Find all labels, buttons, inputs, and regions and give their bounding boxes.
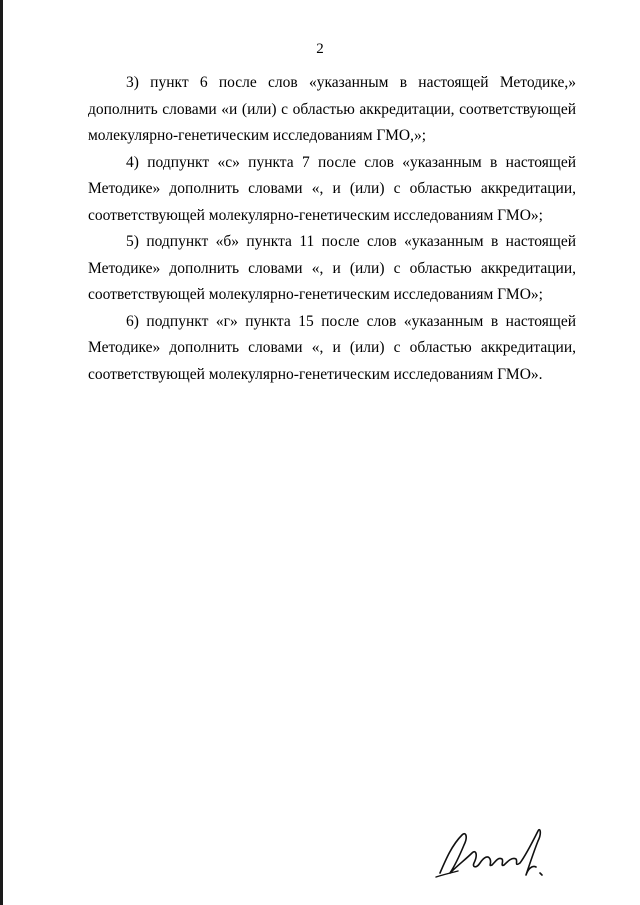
paragraph-item-6: 6) подпункт «г» пункта 15 после слов «указанным в настоящей Методике» дополнить словами «, и (или) с областью аккредитации, соответствующей молекулярно-генетическим исследованиям ГМО». xyxy=(88,312,576,383)
page-number: 2 xyxy=(316,41,324,57)
document-body xyxy=(88,70,576,388)
paragraph-item-5: 5) подпункт «б» пункта 11 после слов «указанным в настоящей Методике» дополнить словами «, и (или) с областью аккредитации, соответствующей молекулярно-генетическим исследованиям ГМО»; xyxy=(88,233,576,303)
scan-edge xyxy=(0,0,3,905)
paragraph-item-3: 3) пункт 6 после слов «указанным в настоящей Методике,» дополнить словами «и (или) с областью аккредитации, соответствующей молекулярно-генетическим исследованиям ГМО,»; xyxy=(88,74,576,144)
paragraph-item-4: 4) подпункт «с» пункта 7 после слов «указанным в настоящей Методике» дополнить словами «, и (или) с областью аккредитации, соответствующей молекулярно-генетическим исследованиям ГМО»; xyxy=(88,153,576,224)
signature-icon xyxy=(432,815,562,885)
